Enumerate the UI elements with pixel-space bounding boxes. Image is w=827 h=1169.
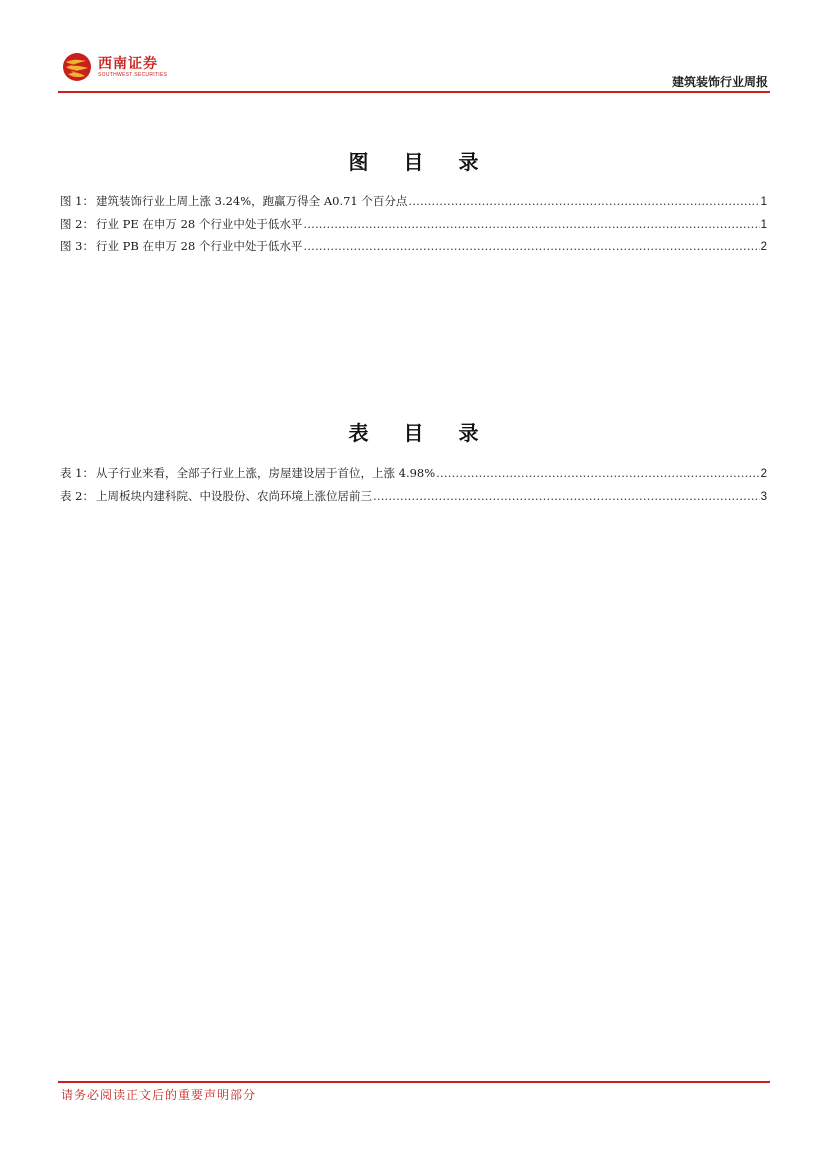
figure-toc-entry[interactable] xyxy=(60,213,767,236)
figure-toc-title: 图 目 录 xyxy=(348,150,493,174)
toc-entry-label: 表 2： xyxy=(60,488,94,503)
toc-dot-leader xyxy=(303,213,759,236)
company-logo xyxy=(62,50,167,84)
toc-dot-leader xyxy=(373,485,760,508)
toc-dot-leader xyxy=(408,190,759,213)
logo-english-name: SOUTHWEST SECURITIES xyxy=(98,71,168,78)
footer-divider xyxy=(58,1081,770,1083)
toc-entry-text[interactable]: 上周板块内建科院、中设股份、农尚环境上涨位居前三 xyxy=(95,488,372,503)
toc-entry-text[interactable]: 建筑装饰行业上周上涨 3.24%，跑赢万得全 A0.71 个百分点 xyxy=(95,194,408,208)
toc-entry-text[interactable]: 从子行业来看，全部子行业上涨，房屋建设居于首位，上涨 4.98% xyxy=(95,466,436,480)
toc-entry-page[interactable]: 2 xyxy=(760,241,767,253)
header-divider xyxy=(58,91,770,93)
toc-entry-page[interactable]: 1 xyxy=(760,218,767,231)
toc-entry-label: 图 2： xyxy=(60,216,94,231)
logo-emblem-icon xyxy=(62,52,92,82)
report-type-label: 建筑装饰行业周报 xyxy=(671,75,768,89)
table-toc-entry[interactable] xyxy=(60,462,767,485)
toc-entry-label: 图 1： xyxy=(60,194,94,208)
toc-entry-text[interactable]: 行业 PE 在申万 28 个行业中处于低水平 xyxy=(95,216,303,231)
toc-dot-leader xyxy=(303,235,759,258)
table-toc-list xyxy=(60,462,767,507)
table-toc-title: 表 目 录 xyxy=(348,421,493,445)
toc-entry-text[interactable]: 行业 PB 在申万 28 个行业中处于低水平 xyxy=(95,239,303,253)
disclaimer-note: 请务必阅读正文后的重要声明部分 xyxy=(61,1088,257,1102)
toc-entry-page[interactable]: 2 xyxy=(760,468,767,480)
table-toc-entry[interactable] xyxy=(60,485,767,508)
page-header xyxy=(58,48,770,92)
toc-entry-label: 图 3： xyxy=(60,239,94,253)
logo-chinese-name: 西南证券 xyxy=(98,55,158,72)
figure-toc-list xyxy=(60,190,767,258)
toc-dot-leader xyxy=(436,462,759,485)
toc-entry-page[interactable]: 3 xyxy=(760,490,767,503)
toc-entry-page[interactable]: 1 xyxy=(760,196,767,208)
figure-toc-entry[interactable] xyxy=(60,235,767,258)
figure-toc-entry[interactable] xyxy=(60,190,767,213)
toc-entry-label: 表 1： xyxy=(60,466,94,480)
